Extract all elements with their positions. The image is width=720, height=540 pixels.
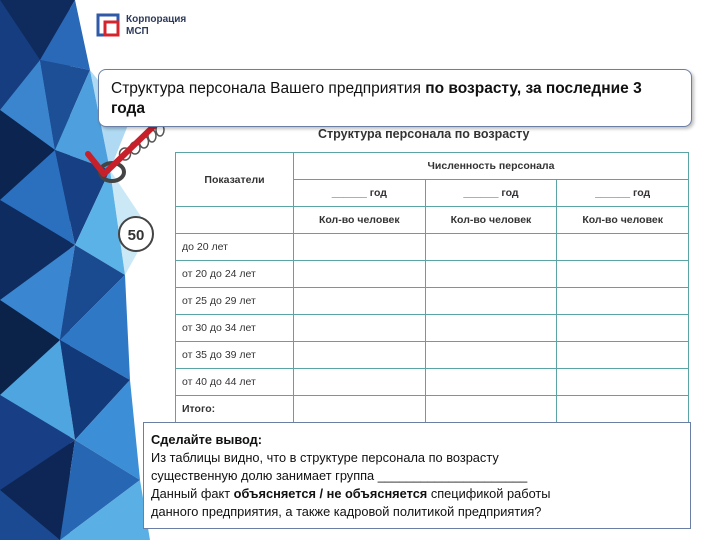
table-cell[interactable] [557, 315, 689, 342]
table-cell[interactable] [557, 288, 689, 315]
count-header-1: Кол-во человек [294, 207, 426, 234]
table-row [176, 288, 689, 315]
row-label: от 40 до 44 лет [176, 369, 294, 396]
conclusion-title: Сделайте вывод: [151, 432, 263, 447]
table-row [176, 369, 689, 396]
table-cell[interactable] [425, 288, 557, 315]
table-cell[interactable] [294, 261, 426, 288]
conclusion-box [143, 422, 691, 529]
count-header-2: Кол-во человек [425, 207, 557, 234]
conclusion-line-3-bold: объясняется / не объясняется [233, 486, 428, 501]
table-row-total [176, 396, 689, 423]
table-cell[interactable] [425, 396, 557, 423]
slide-title [98, 69, 692, 127]
table-cell[interactable] [294, 234, 426, 261]
table-row [176, 342, 689, 369]
table-row [176, 261, 689, 288]
table-cell[interactable] [294, 315, 426, 342]
page-badge-icon [116, 214, 156, 254]
table-cell[interactable] [557, 342, 689, 369]
logo-mark-icon [96, 13, 120, 37]
conclusion-line-3-end: спецификой работы [427, 486, 551, 501]
row-label: от 30 до 34 лет [176, 315, 294, 342]
table-cell[interactable] [425, 234, 557, 261]
count-header-3: Кол-во человек [557, 207, 689, 234]
table-cell[interactable] [425, 342, 557, 369]
table-caption: Структура персонала по возрасту [318, 127, 530, 141]
total-label: Итого: [176, 396, 294, 423]
slide-title-bold: по возрасту, за последние 3 года [111, 80, 642, 117]
year-header-2: ______ год [425, 180, 557, 207]
table-cell[interactable] [294, 342, 426, 369]
logo [96, 12, 206, 42]
table-cell[interactable] [425, 315, 557, 342]
table-cell[interactable] [557, 234, 689, 261]
conclusion-line-1: Из таблицы видно, что в структуре персонала по возрасту [151, 450, 499, 465]
conclusion-line-3-start: Данный факт [151, 486, 234, 501]
row-label: от 20 до 24 лет [176, 261, 294, 288]
conclusion-line-2: существенную долю занимает группа _____________________ [151, 468, 528, 483]
table-cell[interactable] [294, 369, 426, 396]
logo-line-1: Корпорация [126, 14, 187, 25]
table-cell[interactable] [557, 261, 689, 288]
age-structure-table [175, 152, 691, 422]
empty-header-cell [176, 207, 294, 234]
page-badge-number: 50 [127, 227, 145, 244]
conclusion-line-3 [151, 485, 685, 503]
logo-text [126, 14, 186, 38]
table-cell[interactable] [294, 396, 426, 423]
indicator-header: Показатели [176, 153, 294, 207]
row-label: от 25 до 29 лет [176, 288, 294, 315]
table-row [176, 315, 689, 342]
row-label: от 35 до 39 лет [176, 342, 294, 369]
staff-count-header: Численность персонала [294, 153, 689, 180]
table-cell[interactable] [557, 369, 689, 396]
table-cell[interactable] [425, 261, 557, 288]
logo-line-2: МСП [126, 26, 149, 37]
conclusion-line-4: данного предприятия, а также кадровой политикой предприятия? [151, 504, 542, 519]
year-header-3: ______ год [557, 180, 689, 207]
checklist-checkmark-icon [82, 120, 172, 190]
year-header-1: ______ год [294, 180, 426, 207]
table-cell[interactable] [294, 288, 426, 315]
slide-title-plain: Структура персонала Вашего предприятия [111, 80, 426, 97]
table-row [176, 234, 689, 261]
table-cell[interactable] [425, 369, 557, 396]
row-label: до 20 лет [176, 234, 294, 261]
table-cell[interactable] [557, 396, 689, 423]
